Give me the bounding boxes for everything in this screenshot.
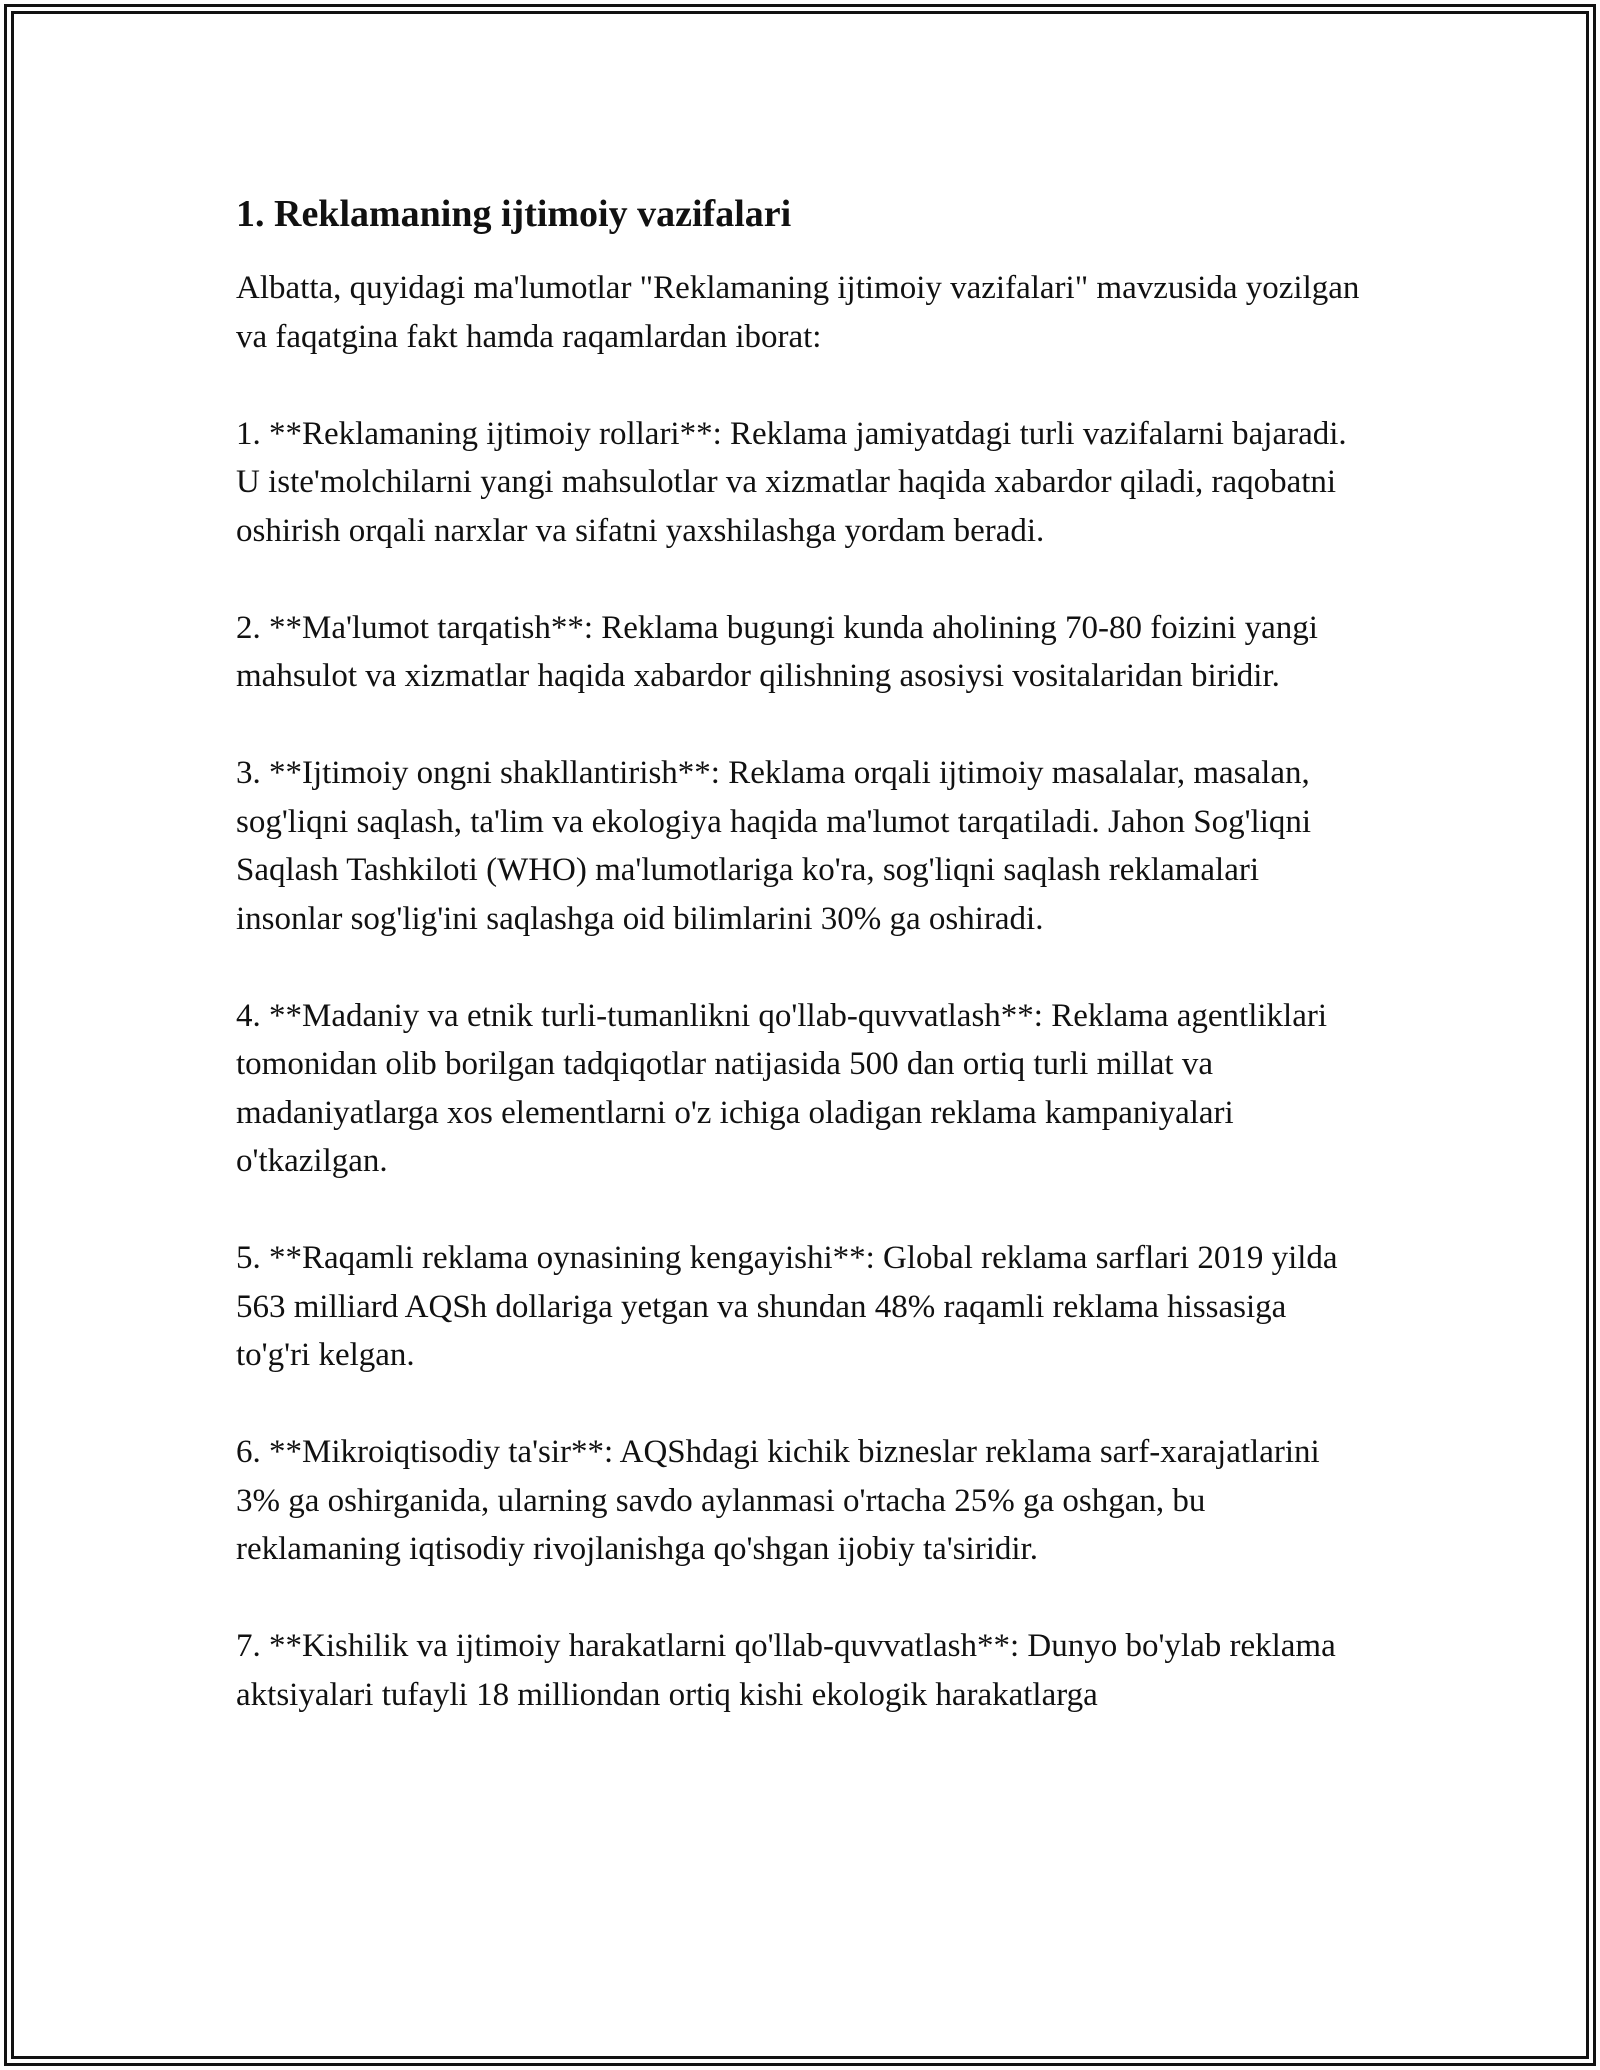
document-title: 1. Reklamaning ijtimoiy vazifalari (236, 193, 792, 235)
intro-paragraph: Albatta, quyidagi ma'lumotlar "Reklamaning ijtimoiy vazifalari" mavzusida yozilgan va faqatgina fakt hamda raqamlardan iborat: (236, 270, 1360, 355)
document-body (236, 186, 1366, 1719)
list-item-5: 5. **Raqamli reklama oynasining kengayishi**: Global reklama sarflari 2019 yilda 563 milliard AQSh dollariga yetgan va shundan 48% raqamli reklama hissasiga to'g'ri kelgan. (236, 1240, 1338, 1373)
list-item-7: 7. **Kishilik va ijtimoiy harakatlarni qo'llab-quvvatlash**: Dunyo bo'ylab reklama aktsiyalari tufayli 18 milliondan ortiq kishi ekologik harakatlarga (236, 1628, 1336, 1713)
list-item-1: 1. **Reklamaning ijtimoiy rollari**: Reklama jamiyatdagi turli vazifalarni bajaradi. U iste'molchilarni yangi mahsulotlar va xizmatlar haqida xabardor qiladi, raqobatni oshirish orqali narxlar va sifatni yaxshilashga yordam beradi. (236, 415, 1347, 549)
list-item-4: 4. **Madaniy va etnik turli-tumanlikni qo'llab-quvvatlash**: Reklama agentliklari tomonidan olib borilgan tadqiqotlar natijasida 500 dan ortiq turli millat va madaniyatlarga xos elementlarni o'z ichiga oladigan reklama kampaniyalari o'tkazilgan. (236, 997, 1328, 1179)
list-item-6: 6. **Mikroiqtisodiy ta'sir**: AQShdagi kichik bizneslar reklama sarf-xarajatlarini 3% ga oshirganida, ularning savdo aylanmasi o'rtacha 25% ga oshgan, bu reklamaning iqtisodiy rivojlanishga qo'shgan ijobiy ta'siridir. (236, 1434, 1320, 1567)
list-item-3: 3. **Ijtimoiy ongni shakllantirish**: Reklama orqali ijtimoiy masalalar, masalan, sog'liqni saqlash, ta'lim va ekologiya haqida ma'lumot tarqatiladi. Jahon Sog'liqni Saqlash Tashkiloti (WHO) ma'lumotlariga ko'ra, sog'liqni saqlash reklamalari insonlar sog'lig'ini saqlashga oid bilimlarini 30% ga oshiradi. (236, 755, 1312, 937)
list-item-2: 2. **Ma'lumot tarqatish**: Reklama bugungi kunda aholining 70-80 foizini yangi mahsulot va xizmatlar haqida xabardor qilishning asosiysi vositalaridan biridir. (236, 609, 1318, 694)
